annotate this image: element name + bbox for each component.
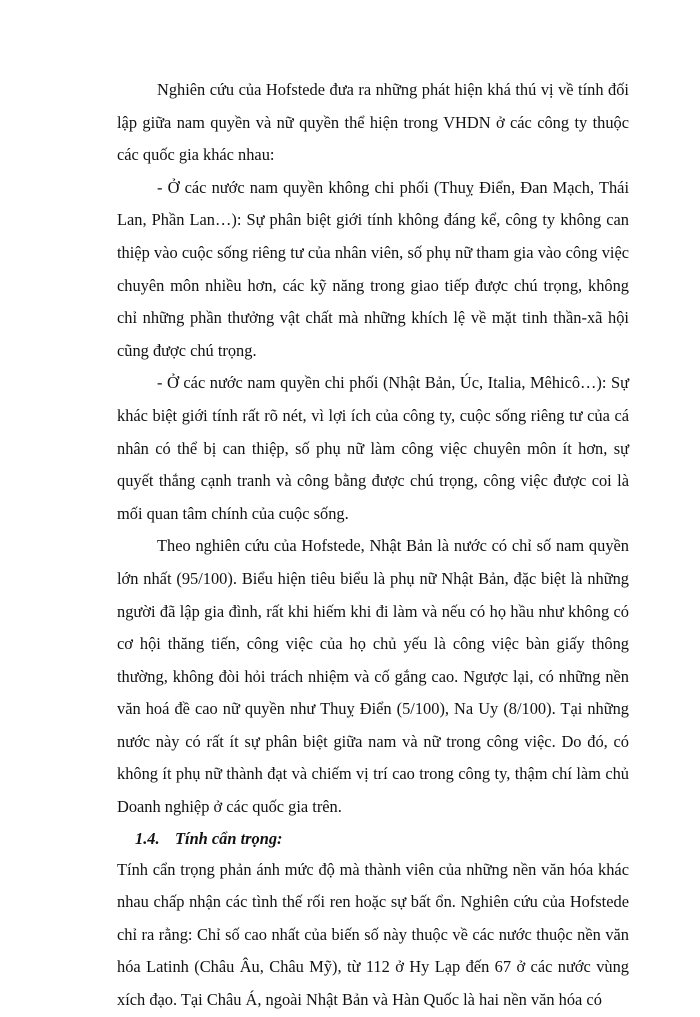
section-heading <box>135 824 629 854</box>
paragraph-intro: Nghiên cứu của Hofstede đưa ra những phát hiện khá thú vị về tính đối lập giữa nam quyền và nữ quyền thể hiện trong VHDN ở các công ty thuộc các quốc gia khác nhau: <box>117 80 629 165</box>
section-title: Tính cẩn trọng: <box>175 828 283 848</box>
paragraph-low-masculinity: - Ở các nước nam quyền không chi phối (Thuỵ Điển, Đan Mạch, Thái Lan, Phần Lan…): Sự phân biệt giới tính không đáng kể, công ty không can thiệp vào cuộc sống riêng tư của nhân viên, số phụ nữ tham gia vào công việc chuyên môn nhiều hơn, các kỹ năng trong giao tiếp được chú trọng, không chỉ những phần thưởng vật chất mà những khích lệ về mặt tinh thần-xã hội cũng được chú trọng. <box>117 177 629 360</box>
document-content <box>117 74 629 1017</box>
paragraph-uncertainty-avoidance: Tính cẩn trọng phản ánh mức độ mà thành viên của những nền văn hóa khác nhau chấp nhận các tình thế rối ren hoặc sự bất ổn. Nghiên cứu của Hofstede chỉ ra rằng: Chỉ số cao nhất của biến số này thuộc về các nước thuộc nền văn hóa Latinh (Châu Âu, Châu Mỹ), từ 112 ở Hy Lạp đến 67 ở các nước vùng xích đạo. Tại Châu Á, ngoài Nhật Bản và Hàn Quốc là hai nền văn hóa có <box>117 859 629 1010</box>
section-number: 1.4. <box>135 828 160 848</box>
paragraph-high-masculinity: - Ở các nước nam quyền chi phối (Nhật Bản, Úc, Italia, Mêhicô…): Sự khác biệt giới tính rất rõ nét, vì lợi ích của công ty, cuộc sống riêng tư của cá nhân có thể bị can thiệp, số phụ nữ làm công việc chuyên môn ít hơn, sự quyết thắng cạnh tranh và công bằng được chú trọng, công việc được coi là mối quan tâm chính của cuộc sống. <box>117 373 629 523</box>
paragraph-japan-example: Theo nghiên cứu của Hofstede, Nhật Bản là nước có chỉ số nam quyền lớn nhất (95/100). Biểu hiện tiêu biểu là phụ nữ Nhật Bản, đặc biệt là những người đã lập gia đình, rất khi hiếm khi đi làm và nếu có họ hầu như không có cơ hội thăng tiến, công việc của họ chủ yếu là công việc bàn giấy thông thường, không đòi hỏi trách nhiệm và cố gắng cao. Ngược lại, có những nền văn hoá đề cao nữ quyền như Thuỵ Điển (5/100), Na Uy (8/100). Tại những nước này có rất ít sự phân biệt giữa nam và nữ trong công việc. Do đó, có không ít phụ nữ thành đạt và chiếm vị trí cao trong công ty, thậm chí làm chủ Doanh nghiệp ở các quốc gia trên. <box>117 536 629 817</box>
